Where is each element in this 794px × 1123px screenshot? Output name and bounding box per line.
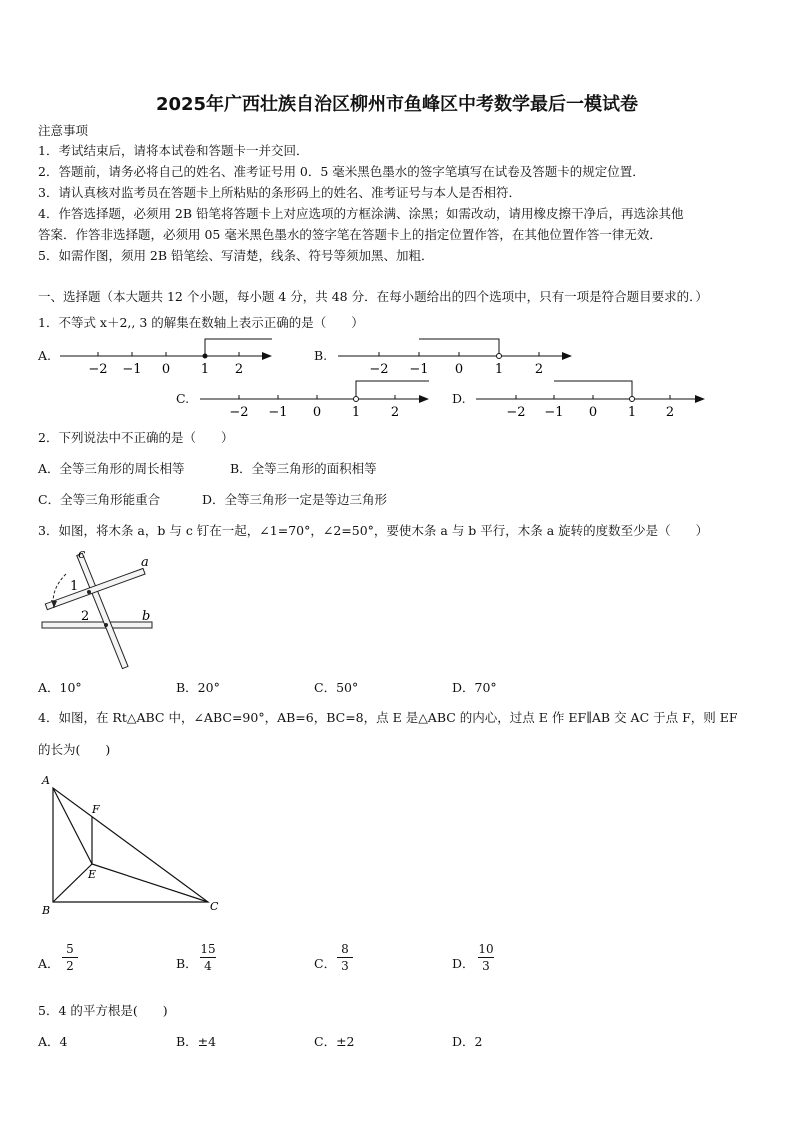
q4-option-a-label: A． [38,956,60,971]
q3-option-c: C．50° [314,680,359,695]
tick-label: 1 [200,362,210,377]
q1-option-a-number-line [60,336,280,380]
q5-option-b: B．±4 [176,1034,217,1049]
tick-label: 0 [161,362,171,377]
q2-stem: 2．下列说法中不正确的是（ ） [38,430,234,445]
tick-label: 1 [494,362,504,377]
tick-label: 1 [351,405,361,420]
q1-stem: 1．不等式 x＋2,, 3 的解集在数轴上表示正确的是（ ） [38,315,364,330]
stick-c-label: c [78,547,86,562]
q1-option-d-label: D. [452,391,466,406]
fraction-denominator: 3 [482,959,490,973]
angle-1-label: 1 [70,579,79,594]
q5-option-a: A．4 [38,1034,68,1049]
tick-label: 1 [627,405,637,420]
tick-label: 2 [534,362,544,377]
q3-option-a: A．10° [38,680,82,695]
tick-label: −1 [122,362,142,377]
tick-label: 2 [234,362,244,377]
q5-stem: 5．4 的平方根是( ) [38,1003,168,1018]
q1-option-b-label: B. [314,348,328,363]
vertex-c-label: C [210,900,219,913]
q5-option-c: C．±2 [314,1034,355,1049]
q4-option-d-label: D． [452,956,475,971]
q3-stem: 3．如图，将木条 a，b 与 c 钉在一起，∠1=70°，∠2=50°，要使木条 a 与 b 平行，木条 a 旋转的度数至少是（ ） [38,523,709,538]
tick-label: −1 [544,405,564,420]
stick-b-label: b [142,609,151,624]
notice-heading: 注意事项 [38,123,89,138]
angle-2-label: 2 [81,609,90,624]
q1-option-c-label: C. [176,391,190,406]
q2-option-c: C．全等三角形能重合 [38,492,161,507]
vertex-a-label: A [42,774,50,787]
tick-label: −2 [88,362,108,377]
notice-item-1: 1．考试结束后，请将本试卷和答题卡一并交回． [38,143,309,158]
tick-label: −2 [506,405,526,420]
fraction-denominator: 2 [66,959,74,973]
q2-option-b: B．全等三角形的面积相等 [230,461,377,476]
fraction-numerator: 10 [478,942,494,956]
tick-label: −2 [369,362,389,377]
tick-label: 2 [390,405,400,420]
q4-stem-line2: 的长为( ) [38,742,111,757]
fraction-numerator: 8 [341,942,349,956]
tick-label: −2 [229,405,249,420]
q4-figure-triangle [36,772,226,922]
q3-option-d: D．70° [452,680,497,695]
notice-item-3: 3．请认真核对监考员在答题卡上所粘贴的条形码上的姓名、准考证号与本人是否相符． [38,185,521,200]
q4-stem-line1: 4．如图，在 Rt△ABC 中，∠ABC=90°，AB=6，BC=8，点 E 是△ABC 的内心，过点 E 作 EF∥AB 交 AC 于点 F，则 EF [38,710,738,725]
fraction-numerator: 15 [200,942,216,956]
tick-label: 0 [588,405,598,420]
q1-option-b-number-line [338,336,578,380]
tick-label: −1 [409,362,429,377]
tick-label: 0 [312,405,322,420]
q4-option-a-fraction [60,942,80,973]
notice-item-4: 4．作答选择题，必须用 2B 铅笔将答题卡上对应选项的方框涂满、涂黑；如需改动，请用橡皮擦干净后，再选涂其他 [38,206,684,221]
vertex-b-label: B [42,904,51,917]
notice-item-5: 5．如需作图，须用 2B 铅笔绘、写清楚，线条、符号等须加黑、加粗． [38,248,434,263]
section-heading: 一、选择题（本大题共 12 个小题，每小题 4 分，共 48 分．在每小题给出的四个选项中，只有一项是符合题目要求的．） [38,289,708,304]
exam-title: 2025年广西壮族自治区柳州市鱼峰区中考数学最后一模试卷 [155,94,639,115]
fraction-denominator: 3 [341,959,349,973]
point-f-label: F [92,803,100,816]
q1-option-c-number-line [200,378,440,422]
q1-option-a-label: A. [38,348,52,363]
q4-option-c-fraction [335,942,355,973]
point-e-label: E [88,868,97,881]
q3-option-b: B．20° [176,680,220,695]
q4-option-b-label: B． [176,956,198,971]
q4-option-b-fraction [198,942,218,973]
fraction-numerator: 5 [66,942,74,956]
q2-option-d: D．全等三角形一定是等边三角形 [202,492,388,507]
tick-label: −1 [268,405,288,420]
q5-option-d: D．2 [452,1034,483,1049]
q4-option-c-label: C． [314,956,337,971]
tick-label: 2 [665,405,675,420]
q4-option-d-fraction [476,942,496,973]
q3-figure-sticks [38,548,168,660]
notice-item-2: 2．答题前，请务必将自己的姓名、准考证号用 0．5 毫米黑色墨水的签字笔填写在试卷及答题卡的规定位置． [38,164,645,179]
fraction-denominator: 4 [204,959,212,973]
stick-a-label: a [141,555,149,570]
q1-option-d-number-line [476,378,716,422]
q2-option-a: A．全等三角形的周长相等 [38,461,185,476]
tick-label: 0 [454,362,464,377]
notice-item-4-cont: 答案．作答非选择题，必须用 05 毫米黑色墨水的签字笔在答题卡上的指定位置作答，在其他位置作答一律无效． [38,227,662,242]
